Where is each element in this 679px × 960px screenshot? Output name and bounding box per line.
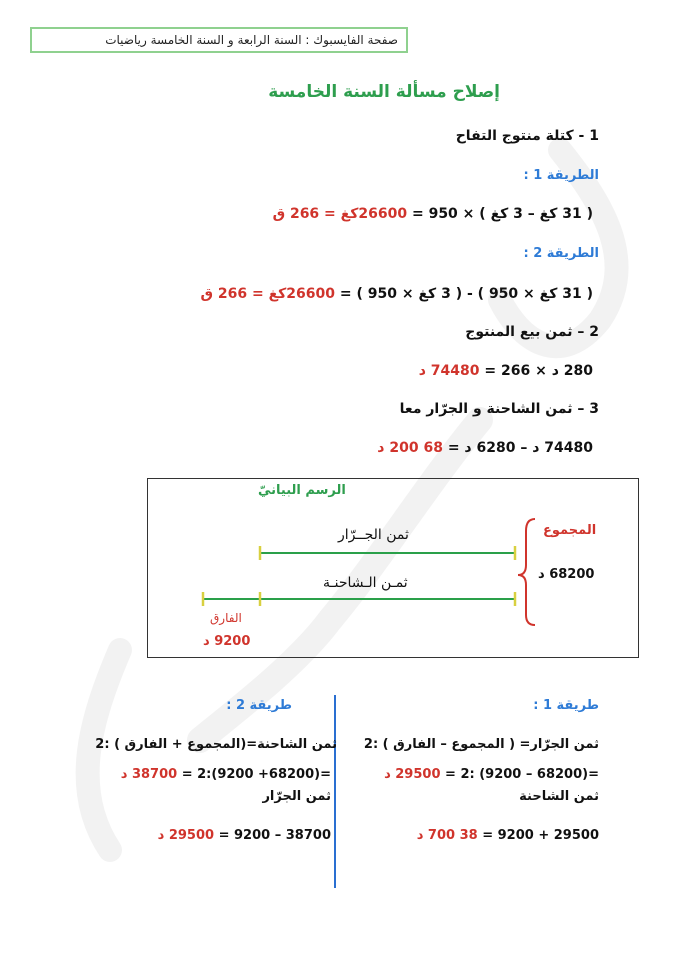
total-label: المجموع: [543, 523, 597, 538]
method-b-formula: ثمن الشاحنة=(المجموع + الفارق ) :2: [95, 737, 337, 752]
method-a-step1-result: 29500 د: [384, 767, 441, 782]
q1-method1-label: الطريقة 1 :: [523, 168, 599, 183]
method-a-step2: [417, 828, 599, 843]
difference-value: 9200 د: [203, 634, 251, 649]
q1-method2-expr: ( 31 كغ × 950 ) - ( 3 كغ × 950 ) =: [339, 286, 593, 302]
method-a-label: طريقة 1 :: [533, 698, 599, 713]
q1-method1-result: 26600كغ = 266 ق: [272, 206, 408, 222]
diagram-title: الرسم البيانيّ: [258, 483, 346, 498]
q2-line: [419, 363, 593, 379]
total-value: 68200 د: [538, 567, 595, 582]
difference-label: الفارق: [210, 611, 242, 625]
method-b-step1-result: 38700 د: [120, 767, 178, 782]
method-a-step1-caption: ثمن الشاحنة: [519, 789, 599, 804]
q2-result: 74480 د: [418, 363, 480, 379]
q2-heading: 2 – ثمن بيع المنتوج: [465, 324, 599, 340]
truck-label: ثمـن الـشاحنـة: [323, 575, 408, 591]
method-b-step2-expr: 38700 – 9200 =: [218, 828, 331, 843]
method-b-label: طريقة 2 :: [226, 698, 292, 713]
method-a-step2-expr: 29500 + 9200 =: [482, 828, 599, 843]
page-title: إصلاح مسألة السنة الخامسة: [268, 82, 500, 102]
q3-expr: 74480 د – 6280 د =: [447, 440, 593, 456]
method-a-step1-expr: =(68200 – 9200) :2 =: [445, 767, 599, 782]
method-a-formula: ثمن الجرّار= ( المجموع – الفارق ) :2: [363, 737, 599, 752]
q1-method1-expr: ( 31 كغ – 3 كغ ) × 950 =: [411, 206, 593, 222]
q3-heading: 3 – ثمن الشاحنة و الجرّار معا: [399, 401, 599, 417]
q1-method2-line: [200, 286, 593, 302]
method-b-step2-result: 29500 د: [157, 828, 215, 843]
method-b-step1: [121, 767, 331, 782]
q1-method2-result: 26600كغ = 266 ق: [200, 286, 336, 302]
tractor-label: ثمن الجــرّار: [338, 527, 409, 543]
q1-method1-line: [273, 206, 593, 222]
total-brace: [518, 519, 535, 625]
column-divider: [334, 695, 336, 888]
method-a-step1: [384, 767, 599, 782]
q1-method2-label: الطريقة 2 :: [523, 246, 599, 261]
method-a-step2-result: 38 700 د: [416, 828, 478, 843]
bar-diagram: [147, 478, 639, 658]
q1-heading: 1 - كتلة منتوج التفاح: [455, 128, 599, 144]
q3-line: [377, 440, 593, 456]
q3-result: 68 200 د: [377, 440, 443, 456]
header-banner: [30, 27, 408, 53]
method-b-step1-caption: ثمن الجرّار: [262, 789, 331, 804]
method-b-step1-expr: =(68200+ 9200):2 =: [181, 767, 331, 782]
method-b-step2: [158, 828, 331, 843]
header-text: صفحة الفايسبوك : السنة الرابعة و السنة الخامسة رياضيات: [105, 33, 398, 47]
q2-expr: 280 د × 266 =: [484, 363, 593, 379]
